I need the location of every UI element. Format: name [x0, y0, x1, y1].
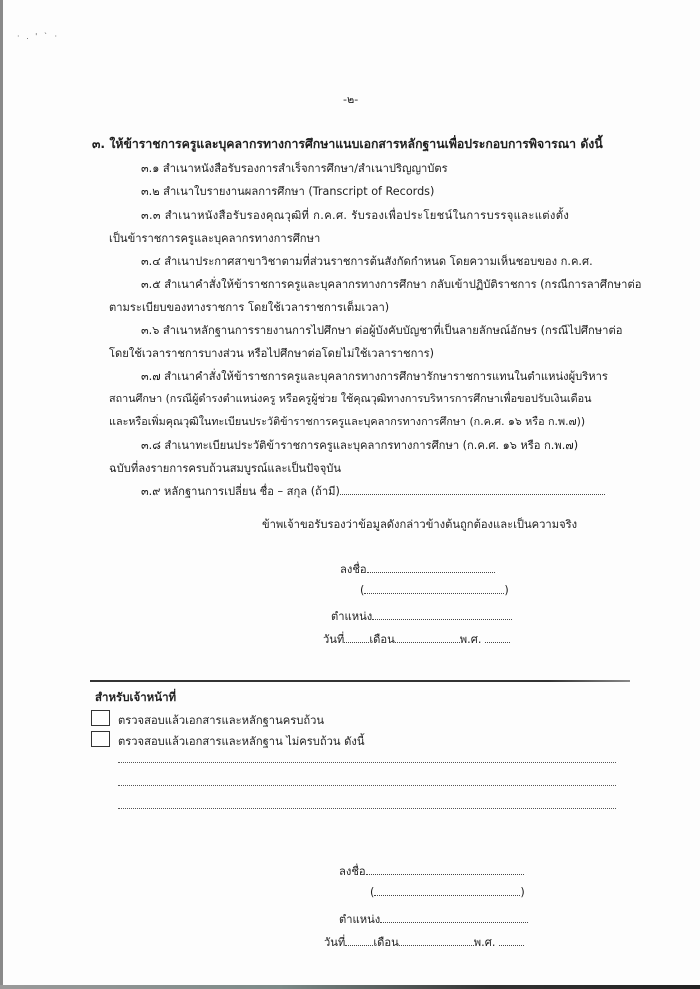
officer-name-field[interactable]: [374, 885, 520, 896]
applicant-name-field[interactable]: [364, 583, 504, 594]
officer-position-row: [339, 910, 528, 928]
applicant-day-field[interactable]: [344, 632, 369, 643]
page-number: -๒-: [343, 93, 359, 106]
officer-date-row: [324, 933, 524, 951]
officer-year-field[interactable]: [499, 935, 524, 946]
applicant-position-label: ตำแหน่ง: [331, 610, 373, 623]
applicant-position-field[interactable]: [372, 609, 512, 620]
note-line-3[interactable]: [118, 807, 616, 809]
applicant-date-row: [323, 630, 510, 648]
scan-bottom-edge: [0, 985, 700, 989]
day-label: วันที่: [323, 633, 345, 646]
day-label: วันที่: [324, 936, 346, 949]
officer-month-field[interactable]: [399, 935, 474, 946]
name-change-fill-blank[interactable]: [340, 484, 605, 495]
section-divider: [90, 680, 630, 682]
item-3-9-label: ๓.๙ หลักฐานการเปลี่ยน ชื่อ – สกุล (ถ้ามี): [141, 485, 340, 498]
item-3-6-line-2: โดยใช้เวลาราชการบางส่วน หรือไปศึกษาต่อโดยไม่ใช้เวลาราชการ): [109, 347, 435, 360]
officer-position-field[interactable]: [380, 912, 528, 923]
item-3-3-line-1: ๓.๓ สำเนาหนังสือรับรองคุณวุฒิที่ ก.ค.ศ. รับรองเพื่อประโยชน์ในการบรรจุและแต่งตั้ง: [141, 209, 570, 222]
checkbox-documents-incomplete-label: ตรวจสอบแล้วเอกสารและหลักฐาน ไม่ครบถ้วน ดังนี้: [118, 735, 365, 748]
item-3-7-line-2: สถานศึกษา (กรณีผู้ดำรงตำแหน่งครู หรือครูผู้ช่วย ใช้คุณวุฒิทางการบริหารการศึกษาเพื่อขอปรับเงินเดือน: [109, 392, 592, 405]
officer-signature-field[interactable]: [366, 864, 524, 875]
close-paren: ): [520, 886, 525, 899]
item-3-8-line-1: ๓.๘ สำเนาทะเบียนประวัติข้าราชการครูและบุคลากรทางการศึกษา (ก.ค.ศ. ๑๖ หรือ ก.พ.๗): [141, 439, 579, 452]
open-paren: (: [370, 886, 375, 899]
note-line-2[interactable]: [118, 784, 616, 786]
year-label: พ.ศ.: [459, 633, 482, 646]
applicant-signature-row: [340, 560, 495, 578]
item-3-4: ๓.๔ สำเนาประกาศสาขาวิชาตามที่ส่วนราชการต้นสังกัดกำหนด โดยความเห็นชอบของ ก.ค.ศ.: [141, 255, 593, 268]
applicant-month-field[interactable]: [395, 632, 460, 643]
certification-statement: ข้าพเจ้าขอรับรองว่าข้อมูลดังกล่าวข้างต้นถูกต้องและเป็นความจริง: [262, 518, 578, 531]
checkbox-documents-incomplete[interactable]: [91, 731, 110, 747]
officer-section-title: สำหรับเจ้าหน้าที่: [95, 690, 177, 704]
item-3-8-line-2: ฉบับที่ลงรายการครบถ้วนสมบูรณ์และเป็นปัจจุบัน: [109, 462, 342, 475]
item-3-9: [141, 482, 605, 500]
item-3-7-line-1: ๓.๗ สำเนาคำสั่งให้ข้าราชการครูและบุคลากรทางการศึกษารักษาราชการแทนในตำแหน่งผู้บริหาร: [141, 370, 608, 383]
item-3-1: ๓.๑ สำเนาหนังสือรับรองการสำเร็จการศึกษา/สำเนาปริญญาบัตร: [141, 162, 448, 175]
checkbox-documents-complete-label: ตรวจสอบแล้วเอกสารและหลักฐานครบถ้วน: [118, 714, 325, 727]
applicant-name-row: [360, 583, 509, 597]
applicant-signature-field[interactable]: [367, 562, 495, 573]
section-3-heading: ๓. ให้ข้าราชการครูและบุคลากรทางการศึกษาแนบเอกสารหลักฐานเพื่อประกอบการพิจารณา ดังนี้: [92, 137, 603, 151]
open-paren: (: [360, 584, 365, 597]
scan-left-edge: [0, 0, 3, 989]
item-3-5-line-1: ๓.๕ สำเนาคำสั่งให้ข้าราชการครูและบุคลากรทางการศึกษา กลับเข้าปฏิบัติราชการ (กรณีการลาศึกษาต่อ: [141, 278, 642, 291]
item-3-3-line-2: เป็นข้าราชการครูและบุคลากรทางการศึกษา: [109, 232, 321, 245]
close-paren: ): [504, 584, 509, 597]
applicant-year-field[interactable]: [485, 632, 510, 643]
item-3-5-line-2: ตามระเบียบของทางราชการ โดยใช้เวลาราชการเต็มเวลา): [109, 301, 390, 314]
checkbox-documents-complete[interactable]: [91, 710, 110, 726]
item-3-7-line-3: และหรือเพิ่มคุณวุฒิในทะเบียนประวัติข้าราชการครูและบุคลากรทางการศึกษา (ก.ค.ศ. ๑๖ หรือ ก.พ.๗)): [109, 415, 586, 428]
officer-day-field[interactable]: [345, 935, 373, 946]
year-label: พ.ศ.: [473, 936, 496, 949]
officer-signature-row: [339, 862, 524, 880]
officer-name-row: [370, 885, 525, 899]
officer-signature-label: ลงชื่อ: [339, 865, 366, 878]
applicant-position-row: [331, 607, 512, 625]
officer-position-label: ตำแหน่ง: [339, 913, 381, 926]
scan-specks: · . ' ` ·: [17, 32, 59, 41]
item-3-2: ๓.๒ สำเนาใบรายงานผลการศึกษา (Transcript of Records): [141, 185, 435, 198]
month-label: เดือน: [369, 633, 395, 646]
note-line-1[interactable]: [118, 761, 616, 763]
item-3-6-line-1: ๓.๖ สำเนาหลักฐานการรายงานการไปศึกษา ต่อผู้บังคับบัญชาที่เป็นลายลักษณ์อักษร (กรณีไปศึกษาต่อ: [141, 324, 623, 337]
month-label: เดือน: [373, 936, 399, 949]
applicant-signature-label: ลงชื่อ: [340, 563, 367, 576]
